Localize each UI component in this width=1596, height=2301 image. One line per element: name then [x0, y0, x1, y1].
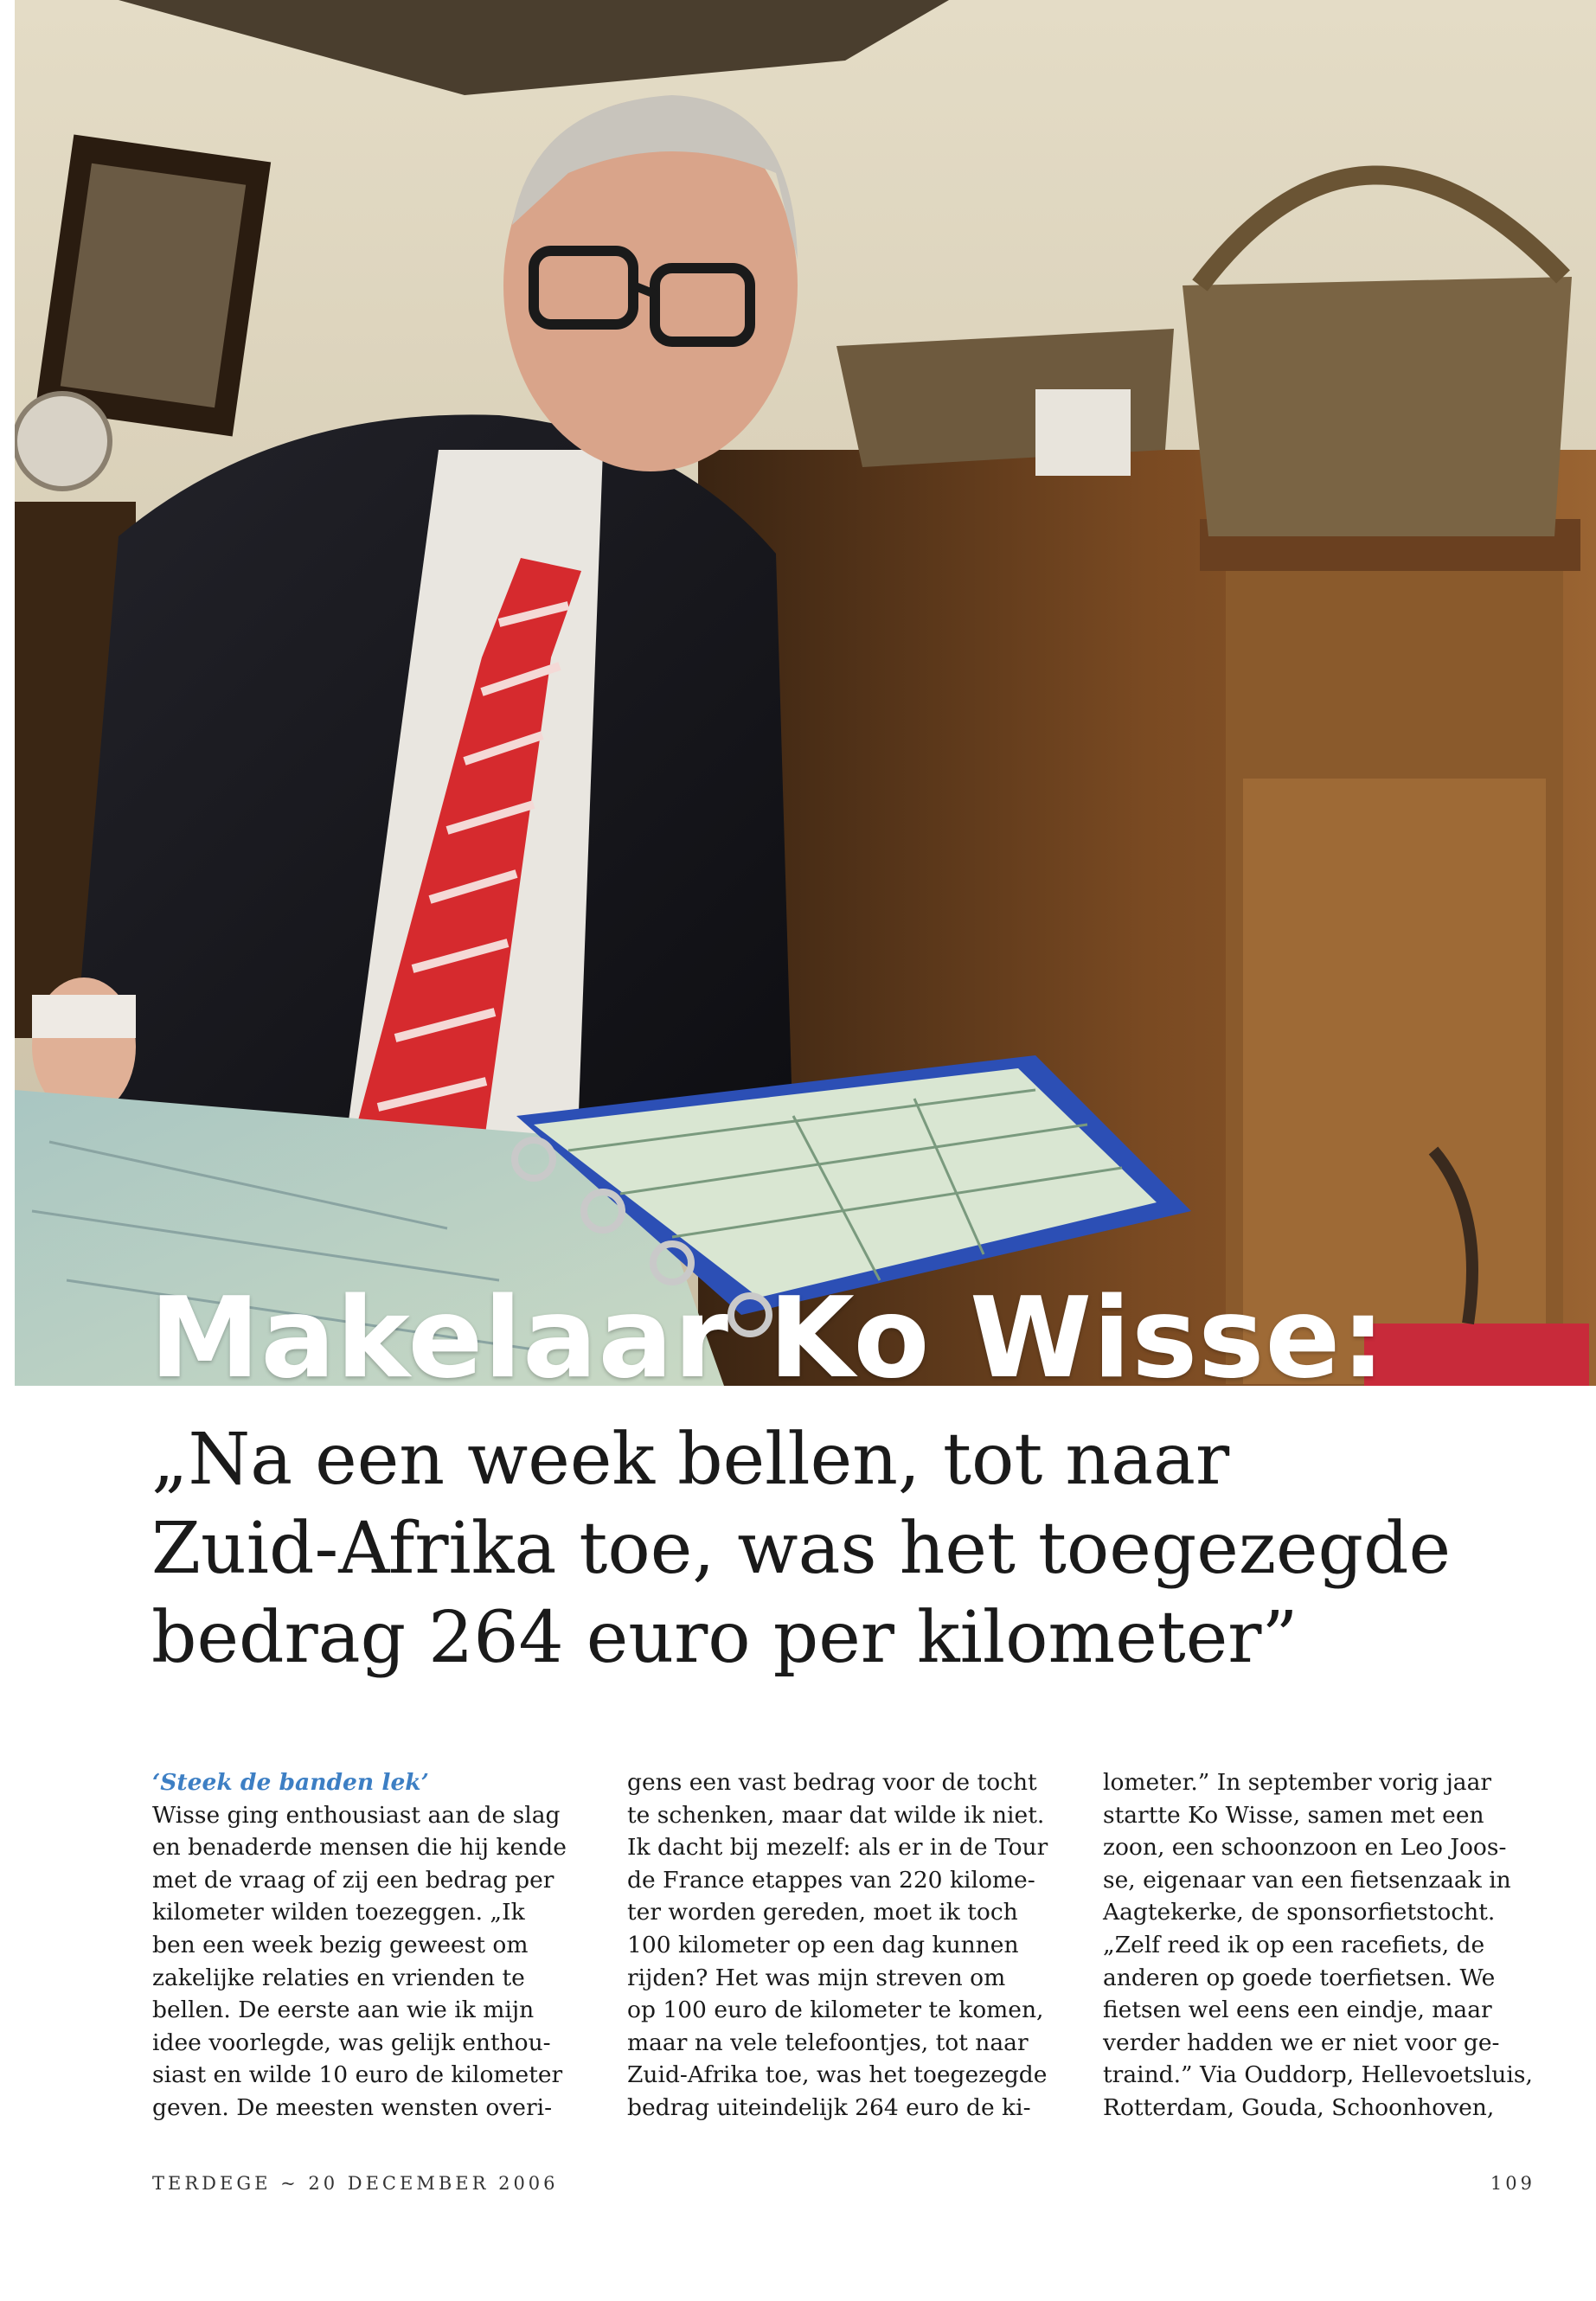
body-line: kilometer wilden toezeggen. „Ik: [152, 1899, 525, 1926]
headline-quote-line: Zuid-Afrika toe, was het toegezegde: [151, 1508, 1452, 1590]
section-subhead: ‘Steek de banden lek’: [152, 1769, 429, 1796]
body-line: gens een vast bedrag voor de tocht: [627, 1769, 1037, 1796]
body-column-2: [627, 1766, 1060, 2125]
body-line: „Zelf reed ik op een racefiets, de: [1103, 1931, 1485, 1958]
body-line: ter worden gereden, moet ik toch: [627, 1899, 1018, 1926]
headline-name: Makelaar Ko Wisse:: [150, 1274, 1387, 1386]
body-line: Aagtekerke, de sponsorfietstocht.: [1103, 1899, 1496, 1926]
body-line: bellen. De eerste aan wie ik mijn: [152, 1997, 535, 2024]
body-line: en benaderde mensen die hij kende: [152, 1834, 567, 1862]
body-line: bedrag uiteindelijk 264 euro de ki-: [627, 2093, 1031, 2121]
body-line: anderen op goede toerfietsen. We: [1103, 1964, 1496, 1991]
headline-quote: [151, 1415, 1535, 1682]
article-photo: [15, 0, 1596, 1386]
body-line: fietsen wel eens een eindje, maar: [1103, 1997, 1492, 2024]
headline-quote-line: „Na een week bellen, tot naar: [151, 1419, 1230, 1501]
body-line: geven. De meesten wensten overi-: [152, 2093, 553, 2121]
body-column-3: [1103, 1766, 1535, 2125]
body-line: se, eigenaar van een fietsenzaak in: [1103, 1866, 1511, 1894]
body-line: zakelijke relaties en vrienden te: [152, 1964, 525, 1991]
body-column-1: [152, 1766, 585, 2125]
body-line: rijden? Het was mijn streven om: [627, 1964, 1006, 1991]
body-line: de France etappes van 220 kilome-: [627, 1866, 1035, 1894]
footer-publication: TERDEGE ~ 20 DECEMBER 2006: [152, 2173, 559, 2194]
body-line: siast en wilde 10 euro de kilometer: [152, 2061, 563, 2089]
body-line: Ik dacht bij mezelf: als er in de Tour: [627, 1834, 1048, 1862]
body-line: traind.” Via Ouddorp, Hellevoetsluis,: [1103, 2061, 1533, 2089]
body-line: maar na vele telefoontjes, tot naar: [627, 2029, 1029, 2056]
body-line: lometer.” In september vorig jaar: [1103, 1769, 1492, 1796]
headline-quote-line: bedrag 264 euro per kilometer”: [151, 1597, 1298, 1679]
body-line: Rotterdam, Gouda, Schoonhoven,: [1103, 2093, 1495, 2121]
page-number: 109: [1490, 2173, 1535, 2194]
body-line: op 100 euro de kilometer te komen,: [627, 1997, 1044, 2024]
body-line: Zuid-Afrika toe, was het toegezegde: [627, 2061, 1048, 2089]
body-line: idee voorlegde, was gelijk enthou-: [152, 2029, 551, 2056]
body-line: zoon, een schoonzoon en Leo Joos-: [1103, 1834, 1507, 1862]
body-line: ben een week bezig geweest om: [152, 1931, 529, 1958]
body-line: Wisse ging enthousiast aan de slag: [152, 1801, 561, 1829]
body-line: te schenken, maar dat wilde ik niet.: [627, 1801, 1045, 1829]
photo-man-with-map-binder-icon: [15, 0, 1596, 1386]
body-line: verder hadden we er niet voor ge-: [1103, 2029, 1500, 2056]
body-line: met de vraag of zij een bedrag per: [152, 1866, 554, 1894]
body-line: 100 kilometer op een dag kunnen: [627, 1931, 1019, 1958]
body-line: startte Ko Wisse, samen met een: [1103, 1801, 1484, 1829]
